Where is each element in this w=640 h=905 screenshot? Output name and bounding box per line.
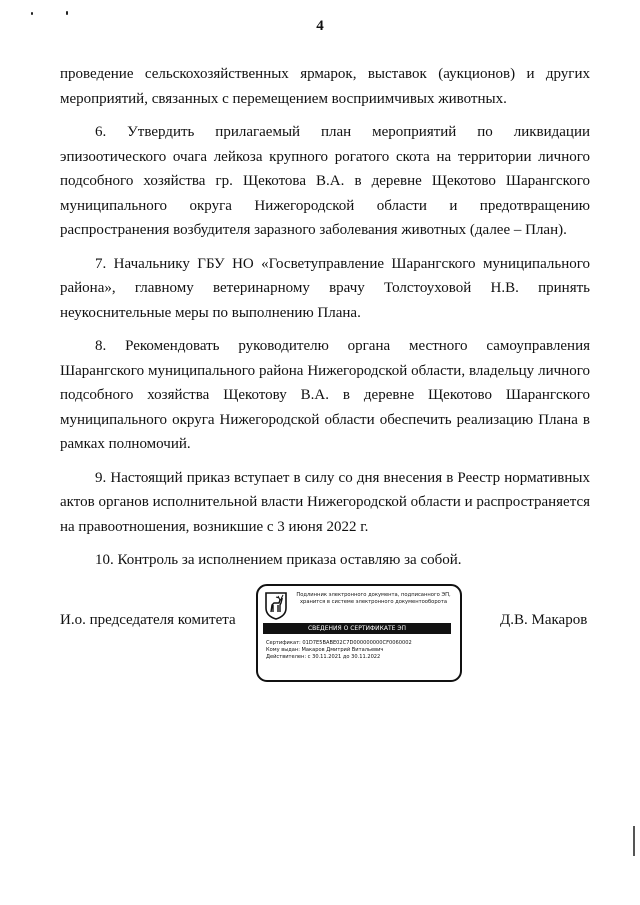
signatory-role: И.о. председателя комитета: [60, 612, 236, 628]
stamp-header-line: хранится в системе электронного документооборота: [299, 599, 448, 605]
stamp-certificate-bar: СВЕДЕНИЯ О СЕРТИФИКАТЕ ЭП: [263, 623, 451, 634]
paragraph-continuation: проведение сельскохозяйственных ярмарок, выставок (аукционов) и других мероприятий, связанных с перемещением восприимчивых животных.: [60, 66, 590, 107]
signatory-name: Д.В. Макаров: [500, 612, 588, 628]
nizhny-novgorod-deer-emblem-icon: [264, 591, 288, 620]
document-body: [60, 62, 590, 573]
paragraph-7: 7. Начальнику ГБУ НО «Госветуправление Шарангского муниципального района», главному ветеринарному врачу Толстоуховой Н.В. принять неукоснительные меры по выполнению Плана.: [60, 255, 590, 321]
scan-mark: [31, 12, 33, 15]
paragraph-10: 10. Контроль за исполнением приказа оставляю за собой.: [95, 552, 462, 568]
paragraph-6: 6. Утвердить прилагаемый план мероприятий по ликвидации эпизоотического очага лейкоза крупного рогатого скота на территории личного подсобного хозяйства гр. Щекотова В.А. в деревне Щекотово Шарангского муниципального округа Нижегородской области и предотвращению распространения возбудителя заразного заболевания животных (далее – План).: [60, 124, 590, 238]
stamp-validity: Действителен: с 30.11.2021 до 30.11.2022: [266, 654, 381, 660]
paragraph-9: 9. Настоящий приказ вступает в силу со дня внесения в Реестр нормативных актов органов исполнительной власти Нижегородской области и распространяется на правоотношения, возникшие с 3 июня 2022 г.: [60, 469, 590, 535]
scan-edge-mark: [633, 826, 635, 856]
stamp-certificate-number: Сертификат: 01D7E5BABE02C7D000000000CF0060002: [266, 640, 412, 646]
page-number: 4: [316, 18, 324, 34]
paragraph-8: 8. Рекомендовать руководителю органа местного самоуправления Шарангского муниципального района Нижегородской области, владельцу личного подсобного хозяйства Щекотову В.А. в деревне Щекотово Шарангского муниципального округа Нижегородской области обеспечить реализацию Плана в рамках полномочий.: [60, 338, 590, 452]
stamp-certificate-details: [266, 640, 456, 661]
scan-mark: [66, 11, 68, 15]
stamp-issued-to: Кому выдан: Макаров Дмитрий Витальевич: [266, 647, 384, 653]
stamp-header: [291, 592, 456, 606]
stamp-header-line: Подлинник электронного документа, подписанного ЭП,: [296, 592, 451, 598]
electronic-signature-stamp: [256, 584, 462, 682]
